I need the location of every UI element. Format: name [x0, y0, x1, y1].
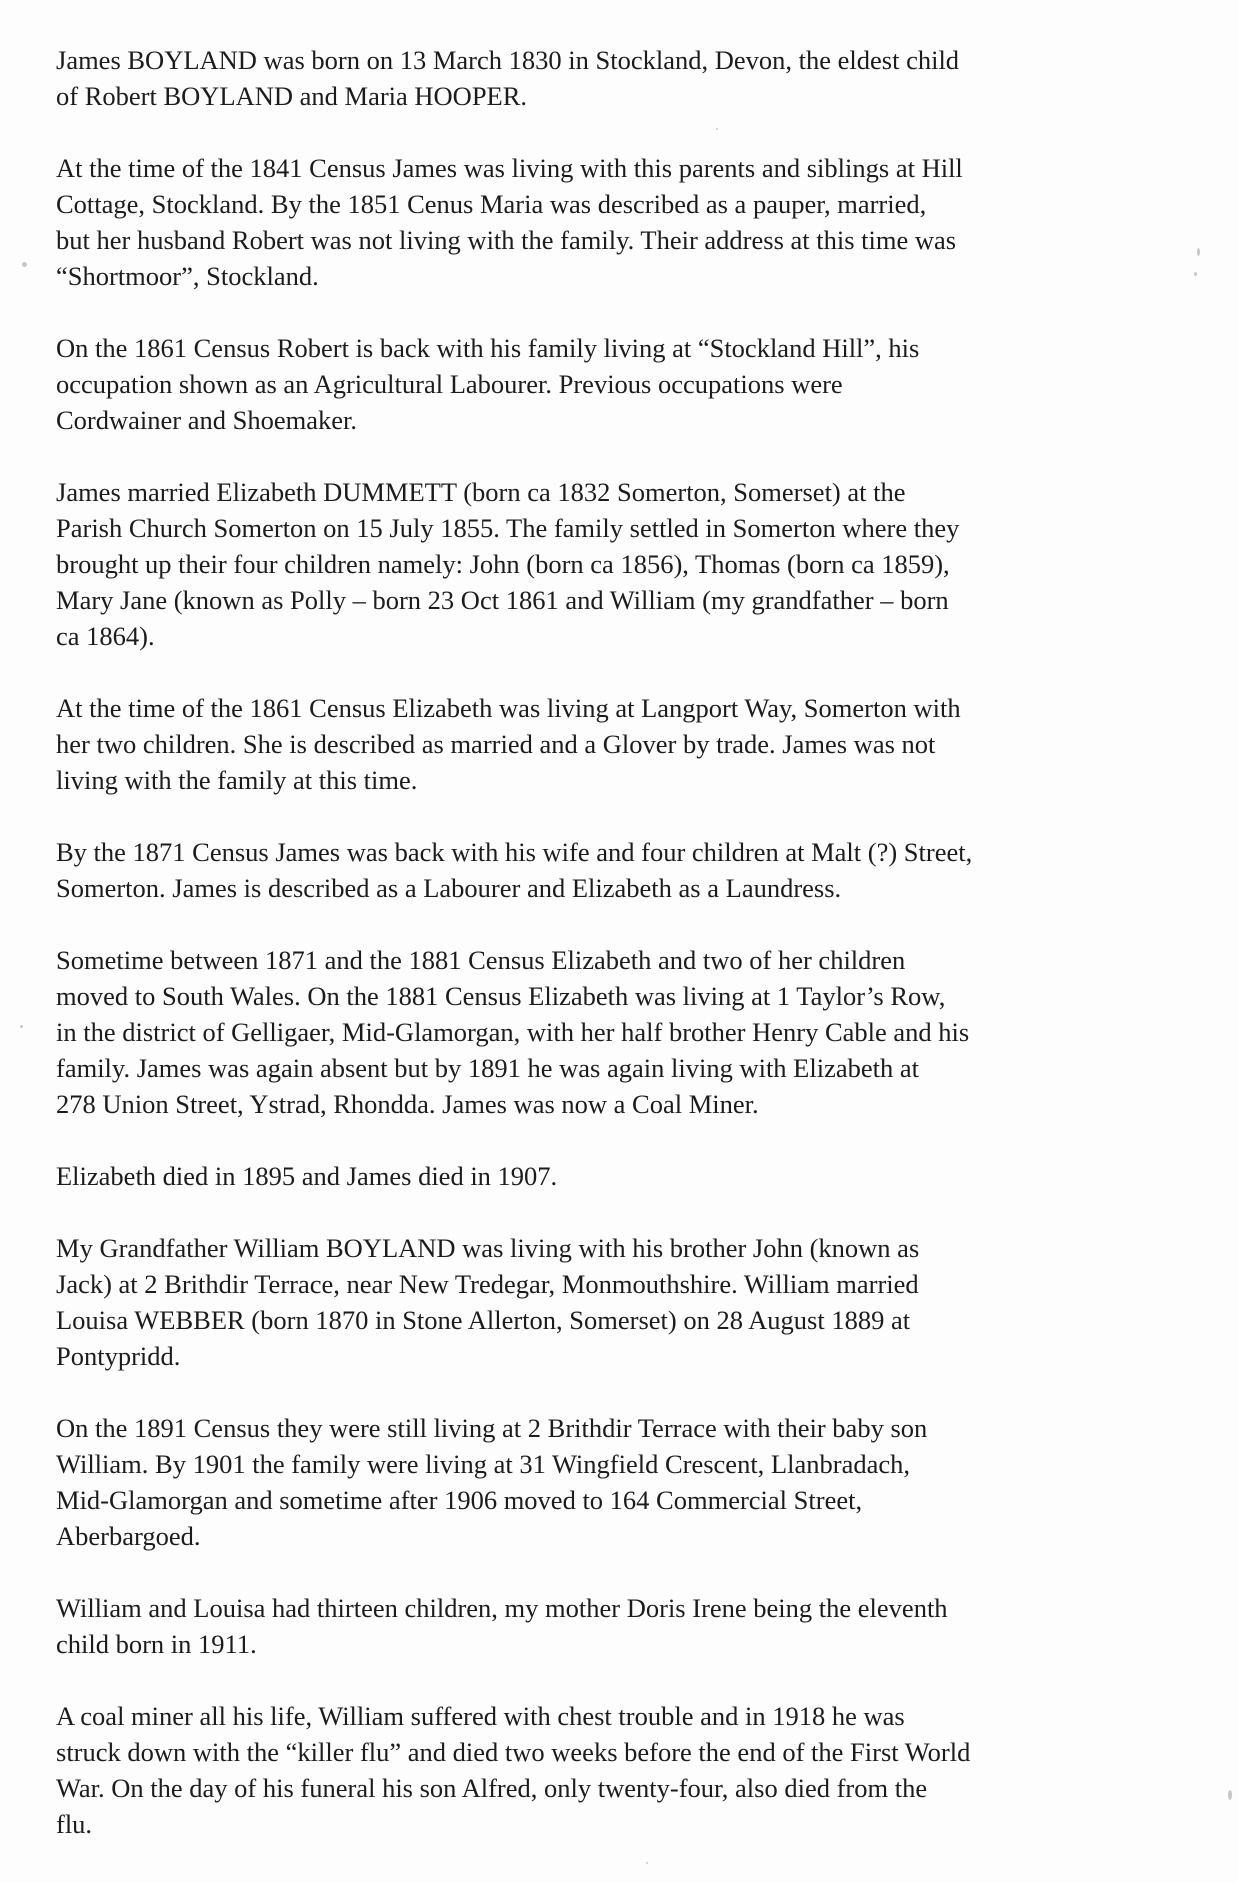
document-body: [56, 42, 1176, 1878]
scan-speck: [716, 128, 718, 130]
paragraph-grandfather: My Grandfather William BOYLAND was living with his brother John (known as Jack) at 2 Brithdir Terrace, near New Tredegar, Monmouthshire. William married Louisa WEBBER (born 1870 in Stone Allerton, Somerset) on 28 August 1889 at Pontypridd.: [56, 1233, 920, 1371]
paragraph-children: William and Louisa had thirteen children, my mother Doris Irene being the eleventh child born in 1911.: [56, 1593, 948, 1659]
paragraph-deaths: Elizabeth died in 1895 and James died in 1907.: [56, 1161, 558, 1191]
paragraph-1861-census-robert: On the 1861 Census Robert is back with his family living at “Stockland Hill”, his occupation shown as an Agricultural Labourer. Previous occupations were Cordwainer and Shoemaker.: [56, 333, 920, 435]
paragraph-1871-census: By the 1871 Census James was back with his wife and four children at Malt (?) Street, Somerton. James is described as a Labourer and Elizabeth as a Laundress.: [56, 837, 973, 903]
scan-speck: [1228, 1790, 1232, 1800]
paragraph-birth: James BOYLAND was born on 13 March 1830 in Stockland, Devon, the eldest child of Robert BOYLAND and Maria HOOPER.: [56, 45, 960, 111]
paragraph-1891-census: On the 1891 Census they were still living at 2 Brithdir Terrace with their baby son William. By 1901 the family were living at 31 Wingfield Crescent, Llanbradach, Mid-Glamorgan and sometime after 1906 moved to 164 Commercial Street, Aberbargoed.: [56, 1413, 928, 1551]
scan-speck: [646, 1862, 648, 1864]
paragraph-marriage: James married Elizabeth DUMMETT (born ca 1832 Somerton, Somerset) at the Parish Church Somerton on 15 July 1855. The family settled in Somerton where they brought up their four children namely: John (born ca 1856), Thomas (born ca 1859), Mary Jane (known as Polly – born 23 Oct 1861 and William (my grandfather – born ca 1864).: [56, 477, 960, 651]
scan-speck: [22, 262, 27, 267]
paragraph-south-wales: Sometime between 1871 and the 1881 Census Elizabeth and two of her children moved to South Wales. On the 1881 Census Elizabeth was living at 1 Taylor’s Row, in the district of Gelligaer, Mid-Glamorgan, with her half brother Henry Cable and his family. James was again absent but by 1891 he was again living with Elizabeth at 278 Union Street, Ystrad, Rhondda. James was now a Coal Miner.: [56, 945, 970, 1119]
paragraph-1841-census: At the time of the 1841 Census James was living with this parents and siblings at Hill Cottage, Stockland. By the 1851 Cenus Maria was described as a pauper, married, but her husband Robert was not living with the family. Their address at this time was “Shortmoor”, Stockland.: [56, 153, 963, 291]
paragraph-coal-miner: A coal miner all his life, William suffered with chest trouble and in 1918 he was struck down with the “killer flu” and died two weeks before the end of the First World War. On the day of his funeral his son Alfred, only twenty-four, also died from the flu.: [56, 1701, 971, 1839]
scan-speck: [1197, 248, 1200, 256]
scan-speck: [1194, 272, 1197, 276]
paragraph-1861-census-elizabeth: At the time of the 1861 Census Elizabeth was living at Langport Way, Somerton with her two children. She is described as married and a Glover by trade. James was not living with the family at this time.: [56, 693, 961, 795]
scan-speck: [20, 1025, 23, 1028]
